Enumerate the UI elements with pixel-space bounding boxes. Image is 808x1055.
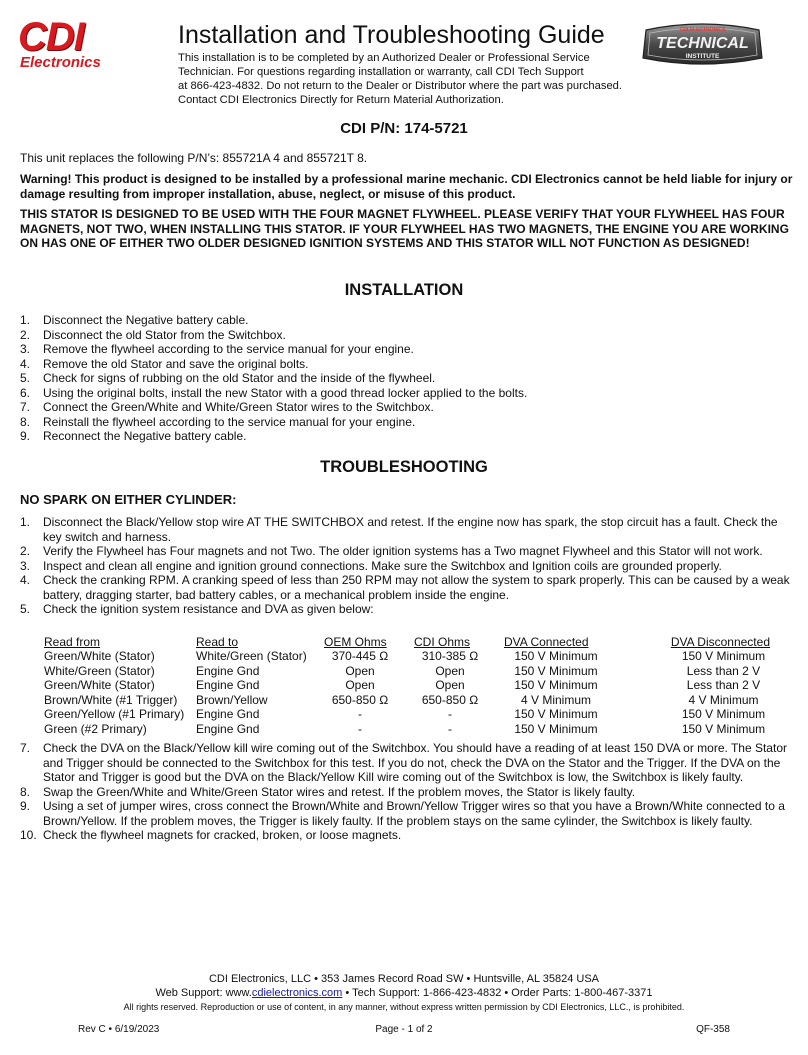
list-item: [20, 741, 796, 785]
step-text: Swap the Green/White and White/Green Stator wires and retest. If the problem moves, the Stator is likely faulty.: [43, 784, 636, 799]
stator-notice: THIS STATOR IS DESIGNED TO BE USED WITH THE FOUR MAGNET FLYWHEEL. PLEASE VERIFY THAT YOUR FLYWHEEL HAS FOUR MAGNETS, NOT TWO, WHEN INSTALLING THIS STATOR. IF YOUR FLYWHEEL HAS TWO MAGNETS, THE ENGINE YOU ARE WORKING ON HAS ONE OF EITHER TWO OLDER DESIGNED IGNITION SYSTEMS AND THIS STATOR WILL NOT FUNCTION AS DESIGNED!: [20, 207, 789, 250]
column-header: DVA Connected: [504, 635, 589, 649]
table-cell: Green/White (Stator): [44, 649, 155, 663]
table-cell: Less than 2 V: [686, 678, 761, 692]
table-cell: Open: [345, 663, 375, 678]
revision-label: Rev C • 6/19/2023: [78, 1024, 160, 1035]
table-cell: Green (#2 Primary): [44, 721, 147, 736]
table-row: [44, 693, 779, 708]
table-row: [44, 707, 779, 722]
table-cell: 150 V Minimum: [514, 649, 598, 663]
step-text: Inspect and clean all engine and ignition ground connections. Make sure the Switchbox and Ignition coils are grounded properly.: [43, 558, 722, 573]
footer-rights: All rights reserved. Reproduction or use of content, in any manner, without express written permission by CDI Electronics, LLC., is prohibited.: [123, 1002, 685, 1012]
table-cell: Green/White (Stator): [44, 678, 155, 692]
installation-heading: INSTALLATION: [344, 281, 464, 299]
intro-text: [178, 51, 622, 107]
step-text: Check the DVA on the Black/Yellow kill wire coming out of the Switchbox. You should have a reading of at least 150 DVA or more. The Stator and Trigger should be connected to the Switchbox for this test. If you do not, check the DVA on the Stator and the Trigger. If the DVA on the Stator and Trigger is good but the DVA on the Black/Yellow Kill wire coming out of the Switchbox is low, the Switchbox is likely faulty.: [43, 741, 787, 784]
step-number: 2.: [20, 327, 31, 342]
table-cell: Engine Gnd: [196, 721, 260, 736]
column-header: Read from: [44, 635, 101, 649]
part-number: CDI P/N: 174-5721: [340, 120, 468, 137]
form-number: QF-358: [696, 1024, 730, 1035]
step-text: Check the cranking RPM. A cranking speed of less than 250 RPM may not allow the system to spark properly. This can be caused by a weak battery, dragging starter, bad battery cables, or a mechanical problem inside the engine.: [43, 573, 790, 602]
table-cell: Engine Gnd: [196, 678, 260, 692]
table-row: [44, 722, 779, 737]
step-number: 8.: [20, 414, 31, 429]
table-cell: -: [358, 721, 362, 736]
step-text: Verify the Flywheel has Four magnets and not Two. The older ignition systems has a Two magnet Flywheel and this Stator will not work.: [43, 544, 763, 558]
list-item: [20, 559, 796, 574]
page-title: Installation and Troubleshooting Guide: [178, 21, 605, 49]
list-item: [20, 785, 796, 800]
logo-subtext: Electronics: [20, 54, 101, 71]
step-number: 7.: [20, 400, 31, 414]
table-cell: Brown/White (#1 Trigger): [44, 692, 178, 707]
troubleshooting-steps-b: [20, 741, 796, 843]
table-cell: 150 V Minimum: [514, 678, 598, 692]
list-item: [20, 515, 796, 544]
step-text: Check the ignition system resistance and DVA as given below:: [43, 602, 374, 616]
table-cell: White/Green (Stator): [44, 663, 155, 678]
table-cell: 150 V Minimum: [514, 663, 598, 678]
replaces-text: This unit replaces the following P/N’s: 855721A 4 and 855721T 8.: [20, 151, 368, 165]
troubleshooting-steps-a: [20, 515, 796, 617]
list-item: [20, 386, 796, 401]
table-cell: White/Green (Stator): [196, 649, 307, 663]
table-cell: 150 V Minimum: [514, 707, 598, 721]
intro-line: Contact CDI Electronics Directly for Return Material Authorization.: [178, 94, 504, 106]
table-cell: 4 V Minimum: [688, 692, 759, 707]
step-number: 10.: [20, 828, 37, 842]
resistance-dva-table: [44, 635, 779, 736]
column-header: Read to: [196, 635, 239, 649]
step-number: 9.: [20, 799, 31, 813]
step-number: 9.: [20, 429, 31, 443]
footer-support: • Tech Support: 1-866-423-4832 • Order Parts: 1-800-467-3371: [342, 987, 653, 999]
step-number: 1.: [20, 313, 31, 327]
troubleshooting-heading: TROUBLESHOOTING: [320, 458, 488, 476]
website-link[interactable]: cdielectronics.com: [251, 987, 343, 999]
table-cell: Open: [345, 678, 375, 692]
table-cell: Green/Yellow (#1 Primary): [44, 707, 185, 721]
footer-address: CDI Electronics, LLC • 353 James Record Road SW • Huntsville, AL 35824 USA: [208, 973, 600, 985]
step-text: Reconnect the Negative battery cable.: [43, 429, 247, 443]
table-row: [44, 664, 779, 679]
table-cell: Open: [435, 678, 465, 692]
step-text: Reinstall the flywheel according to the service manual for your engine.: [43, 414, 416, 429]
badge-sub-text: INSTITUTE: [685, 53, 720, 60]
list-item: [20, 328, 796, 343]
table-cell: 150 V Minimum: [681, 721, 766, 736]
step-number: 6.: [20, 385, 31, 400]
table-row: [44, 649, 779, 664]
badge-main-text: TECHNICAL: [656, 35, 749, 52]
page-number: Page - 1 of 2: [375, 1024, 433, 1035]
list-item: [20, 371, 796, 386]
table-cell: 150 V Minimum: [514, 721, 598, 736]
intro-line: This installation is to be completed by an Authorized Dealer or Professional Service: [178, 52, 590, 64]
badge-top-text: CDI ELECTRONICS: [679, 27, 726, 33]
step-number: 2.: [20, 544, 31, 558]
table-cell: Engine Gnd: [196, 707, 260, 721]
list-item: [20, 357, 796, 372]
table-cell: 150 V Minimum: [681, 707, 766, 721]
step-number: 1.: [20, 515, 31, 529]
table-cell: 650-850 Ω: [331, 692, 389, 707]
list-item: [20, 544, 796, 559]
column-header: OEM Ohms: [324, 635, 387, 649]
footer: [0, 972, 808, 1014]
table-row: [44, 678, 779, 693]
step-number: 3.: [20, 558, 31, 573]
footer-contact: [0, 986, 808, 1000]
step-text: Disconnect the Negative battery cable.: [43, 313, 249, 327]
table-cell: Engine Gnd: [196, 663, 260, 678]
table-cell: Brown/Yellow: [196, 692, 268, 707]
table-cell: -: [358, 707, 362, 721]
list-item: [20, 828, 796, 843]
step-text: Disconnect the Black/Yellow stop wire AT THE SWITCHBOX and retest. If the engine now has spark, the stop circuit has a fault. Check the key switch and harness.: [43, 515, 778, 544]
step-text: Using the original bolts, install the new Stator with a good thread locker applied to the bolts.: [43, 385, 528, 400]
table-cell: 150 V Minimum: [681, 649, 766, 663]
list-item: [20, 602, 796, 617]
list-item: [20, 429, 796, 444]
intro-line: at 866-423-4832. Do not return to the Dealer or Distributor where the part was purchased.: [178, 80, 623, 92]
step-text: Check the flywheel magnets for cracked, broken, or loose magnets.: [43, 828, 402, 842]
list-item: [20, 313, 796, 328]
step-number: 4.: [20, 356, 31, 371]
list-item: [20, 415, 796, 430]
column-header: DVA Disconnected: [670, 635, 770, 649]
step-number: 8.: [20, 784, 31, 799]
table-cell: Less than 2 V: [686, 663, 761, 678]
step-number: 5.: [20, 371, 31, 385]
warning-text: Warning! This product is designed to be installed by a professional marine mechanic. CDI Electronics cannot be held liable for injury or damage resulting from improper installation, abuse, neglect, or misuse of this product.: [20, 172, 793, 201]
table-cell: 370-445 Ω: [331, 649, 389, 663]
step-number: 3.: [20, 342, 31, 356]
step-text: Connect the Green/White and White/Green Stator wires to the Switchbox.: [43, 400, 434, 414]
list-item: [20, 799, 796, 828]
table-cell: Open: [435, 663, 465, 678]
step-text: Using a set of jumper wires, cross connect the Brown/White and Brown/Yellow Trigger wires so that you have a Brown/White connected to a Brown/Yellow. If the problem moves, the Trigger is likely faulty. If the problem stays on the same cylinder, the Switchbox is likely faulty.: [43, 799, 785, 828]
table-cell: -: [448, 707, 452, 721]
step-text: Remove the old Stator and save the original bolts.: [43, 356, 309, 371]
list-item: [20, 573, 796, 602]
footer-web-prefix: Web Support: www.: [155, 987, 252, 999]
table-cell: 4 V Minimum: [520, 692, 591, 707]
step-text: Check for signs of rubbing on the old Stator and the inside of the flywheel.: [43, 371, 436, 385]
intro-line: Technician. For questions regarding installation or warranty, call CDI Tech Support: [178, 66, 584, 78]
step-text: Remove the flywheel according to the service manual for your engine.: [43, 342, 414, 356]
no-spark-subheading: NO SPARK ON EITHER CYLINDER:: [20, 492, 237, 507]
step-number: 7.: [20, 741, 31, 755]
table-cell: 650-850 Ω: [421, 692, 479, 707]
table-cell: 310-385 Ω: [421, 649, 479, 663]
table-cell: -: [448, 721, 452, 736]
installation-steps: [20, 313, 796, 444]
list-item: [20, 400, 796, 415]
column-header: CDI Ohms: [414, 635, 471, 649]
list-item: [20, 342, 796, 357]
cdi-logo: [18, 15, 146, 71]
step-text: Disconnect the old Stator from the Switchbox.: [43, 327, 286, 342]
step-number: 4.: [20, 573, 31, 587]
technical-institute-badge: [640, 20, 765, 68]
step-number: 5.: [20, 602, 31, 616]
logo-text: CDI: [18, 15, 84, 59]
table-header-row: [44, 635, 779, 649]
